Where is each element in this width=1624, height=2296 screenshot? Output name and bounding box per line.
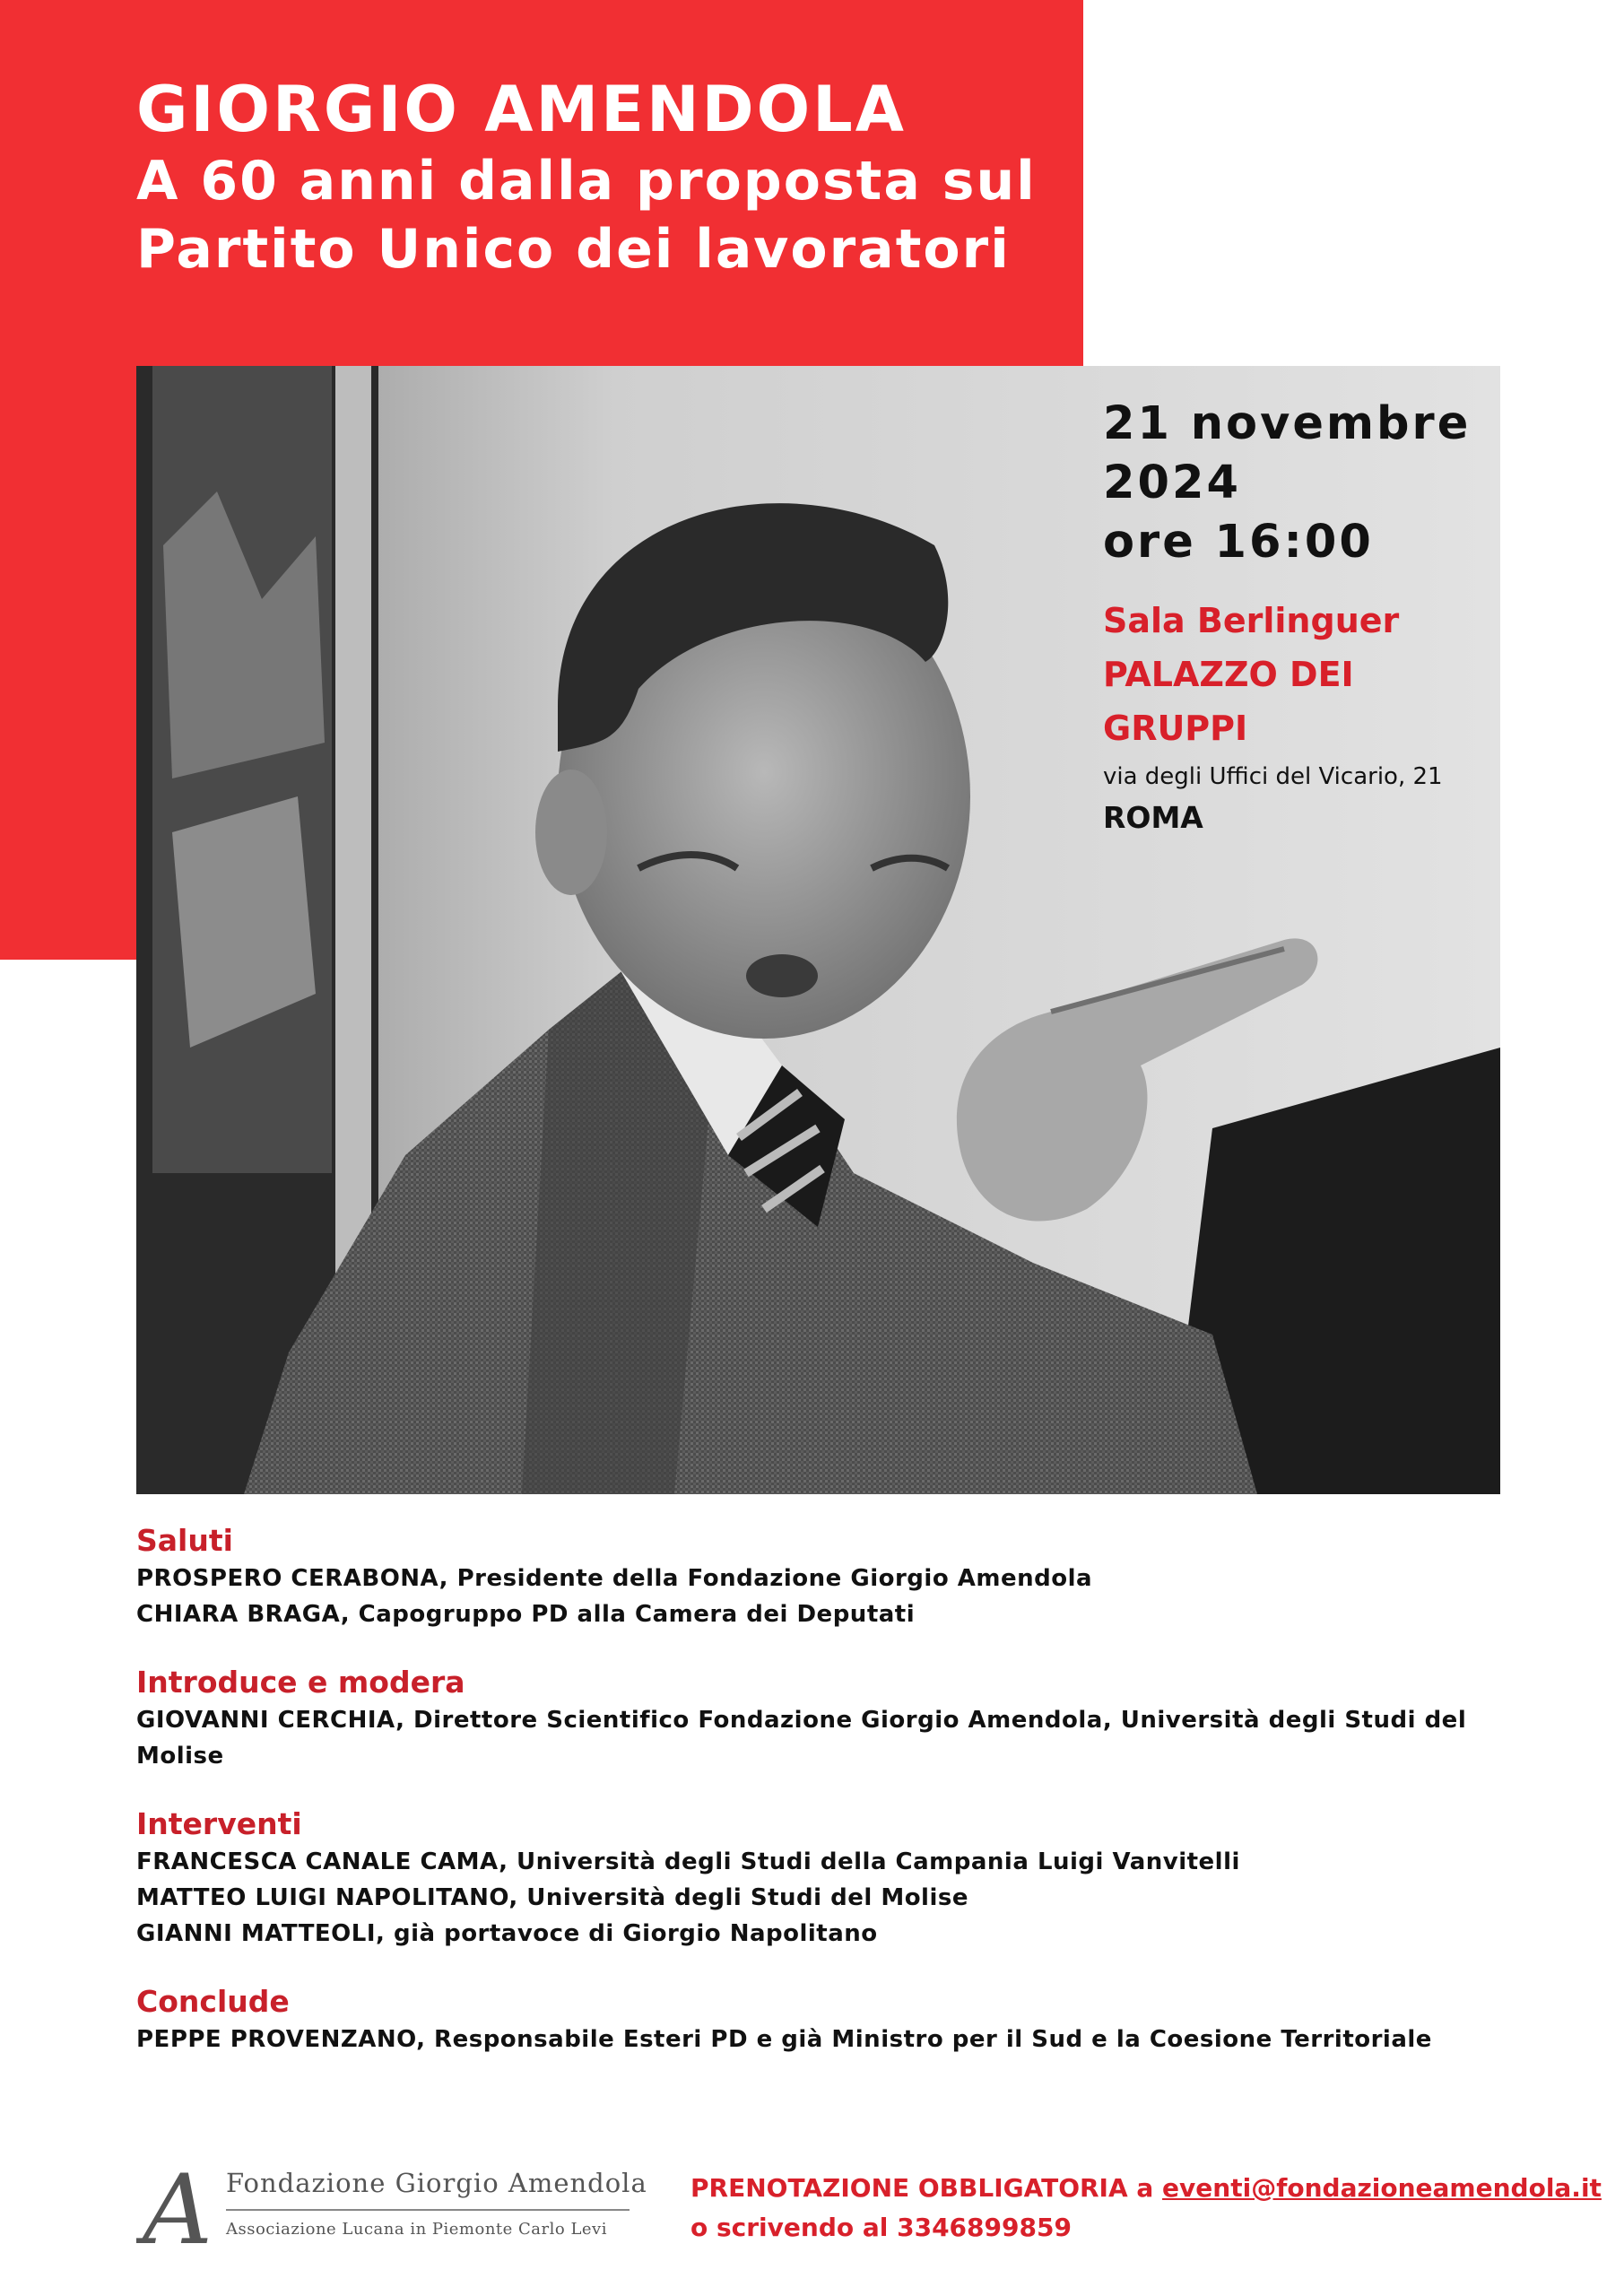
- booking-email-link[interactable]: eventi@fondazioneamendola.it: [1162, 2173, 1602, 2203]
- section-heading: Saluti: [136, 1523, 233, 1558]
- speaker-line: GIANNI MATTEOLI, già portavoce di Giorgio Napolitano: [136, 1920, 878, 1947]
- speaker-line: PEPPE PROVENZANO, Responsabile Esteri PD e già Ministro per il Sud e la Coesione Territoriale: [136, 2026, 1432, 2053]
- section-heading: Conclude: [136, 1984, 290, 2019]
- booking-phone: o scrivendo al 3346899859: [690, 2213, 1072, 2242]
- booking-prefix: PRENOTAZIONE OBBLIGATORIA a: [690, 2173, 1163, 2203]
- title-block: [136, 72, 1037, 283]
- foundation-logo: [136, 2157, 647, 2265]
- speaker-line: FRANCESCA CANALE CAMA, Università degli Studi della Campania Luigi Vanvitelli: [136, 1848, 1240, 1875]
- event-date-year: 2024: [1103, 457, 1241, 509]
- section-saluti: [136, 1521, 1535, 1632]
- venue-building-1: PALAZZO DEI: [1103, 655, 1354, 694]
- svg-text:A: A: [143, 2157, 213, 2265]
- page-title: GIORGIO AMENDOLA: [136, 73, 907, 146]
- foundation-name: Fondazione Giorgio Amendola: [226, 2168, 647, 2198]
- section-heading: Introduce e modera: [136, 1665, 465, 1700]
- speaker-line: PROSPERO CERABONA, Presidente della Fondazione Giorgio Amendola: [136, 1565, 1093, 1592]
- foundation-logo-text: [226, 2168, 647, 2239]
- venue-city: ROMA: [1103, 800, 1203, 835]
- section-interventi: [136, 1805, 1535, 1952]
- venue: [1103, 594, 1471, 755]
- speaker-line: MATTEO LUIGI NAPOLITANO, Università degli Studi del Molise: [136, 1884, 968, 1911]
- speaker-line: GIOVANNI CERCHIA, Direttore Scientifico Fondazione Giorgio Amendola, Università degli Studi del Molise: [136, 1707, 1467, 1770]
- subtitle-line-2: Partito Unico dei lavoratori: [136, 218, 1011, 281]
- event-info: [1103, 395, 1471, 841]
- speaker-line: CHIARA BRAGA, Capogruppo PD alla Camera dei Deputati: [136, 1601, 916, 1628]
- venue-address: via degli Uffici del Vicario, 21: [1103, 763, 1443, 790]
- section-conclude: [136, 1982, 1535, 2057]
- logo-divider: [226, 2209, 630, 2211]
- event-date-day: 21 novembre: [1103, 397, 1472, 450]
- booking-line-1: [690, 2169, 1602, 2208]
- section-heading: Interventi: [136, 1806, 302, 1841]
- program: [136, 1521, 1535, 2088]
- foundation-logo-mark: [136, 2157, 219, 2265]
- section-introduce: [136, 1663, 1535, 1774]
- subtitle-line-1: A 60 anni dalla proposta sul: [136, 150, 1037, 213]
- booking-info: [690, 2169, 1602, 2248]
- event-time: ore 16:00: [1103, 516, 1374, 569]
- venue-room: Sala Berlinguer: [1103, 601, 1400, 640]
- venue-building-2: GRUPPI: [1103, 709, 1248, 748]
- association-name: Associazione Lucana in Piemonte Carlo Levi: [226, 2220, 607, 2239]
